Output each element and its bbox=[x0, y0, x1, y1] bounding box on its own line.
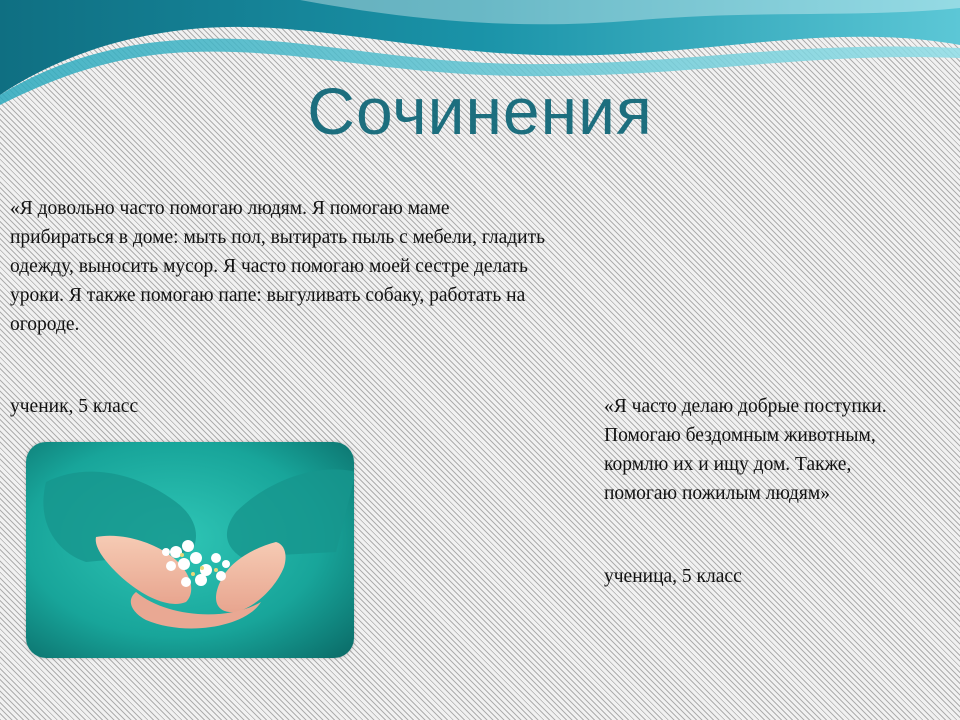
hands-flowers-photo bbox=[26, 442, 354, 658]
essay-quote-1: «Я довольно часто помогаю людям. Я помогаю маме прибираться в доме: мыть пол, вытирать пыль с мебели, гладить одежду, выносить мусор. Я часто помогаю моей сестре делать уроки. Я также помогаю папе: выгуливать собаку, работать на огороде. bbox=[10, 198, 546, 335]
essay-quote-2: «Я часто делаю добрые поступки. Помогаю бездомным животным, кормлю их и ищу дом. Также, помогаю пожилым людям» bbox=[604, 396, 887, 504]
slide-title: Сочинения bbox=[307, 74, 653, 148]
essay-author-2: ученица, 5 класс bbox=[604, 566, 742, 587]
hands-holding-flowers-icon bbox=[26, 442, 354, 658]
essay-author-1: ученик, 5 класс bbox=[10, 396, 139, 417]
